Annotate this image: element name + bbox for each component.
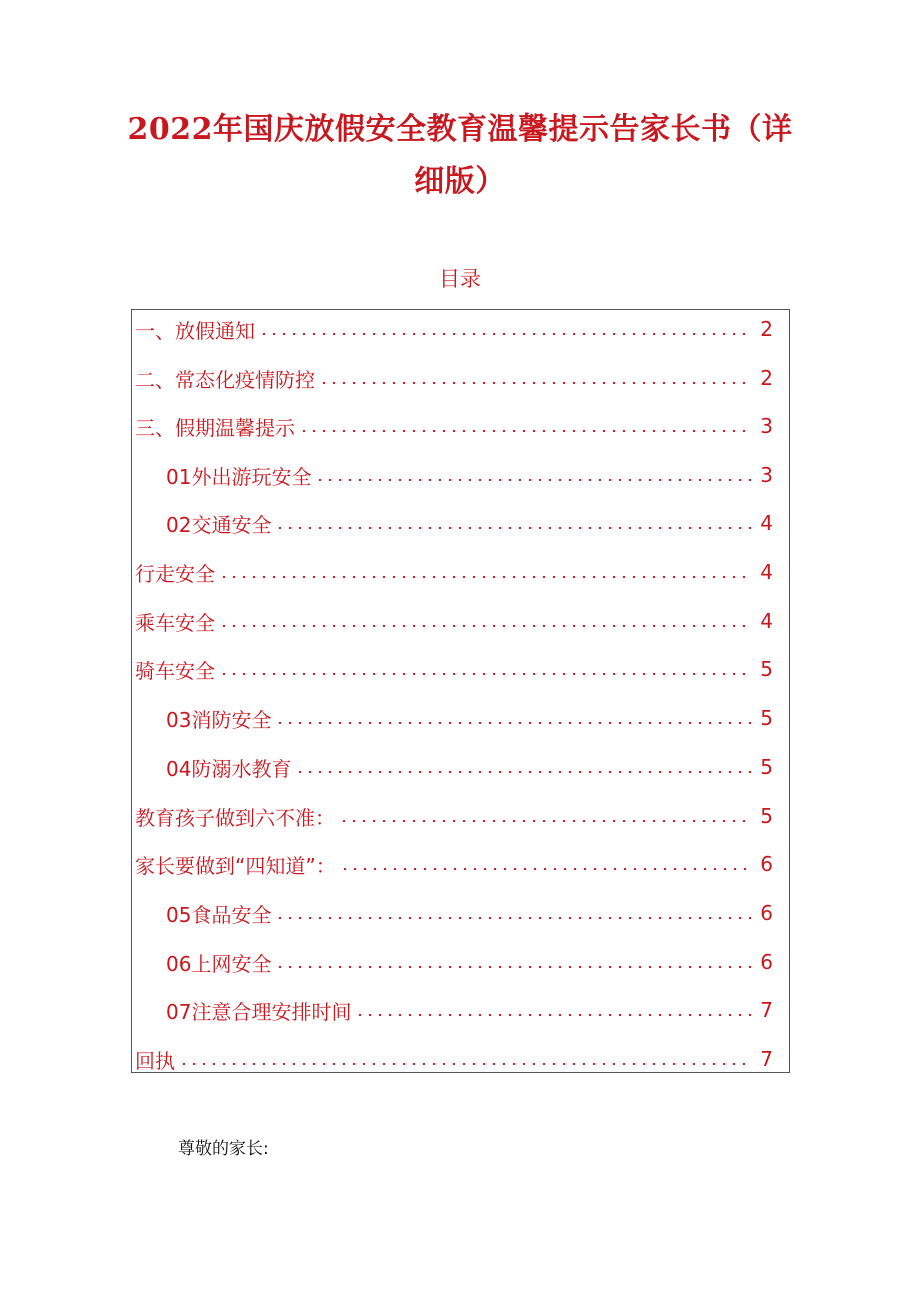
toc-page-number: 2 — [760, 366, 773, 390]
toc-entry-food-safety[interactable] — [166, 898, 773, 928]
toc-entry-holiday-tips[interactable] — [135, 411, 773, 441]
toc-page-number: 6 — [760, 950, 773, 974]
toc-entry-outing-safety[interactable] — [166, 460, 773, 490]
toc-dot-leader — [315, 479, 752, 481]
toc-entry-label: 二、常态化疫情防控 — [135, 367, 315, 392]
toc-entry-cycling-safety[interactable] — [135, 654, 773, 684]
toc-dot-leader — [340, 868, 753, 870]
toc-dot-leader — [275, 722, 752, 724]
toc-entry-riding-vehicle-safety[interactable] — [135, 606, 773, 636]
table-of-contents — [131, 309, 790, 1073]
toc-entry-traffic-safety[interactable] — [166, 508, 773, 538]
toc-dot-leader — [295, 771, 752, 773]
toc-entry-internet-safety[interactable] — [166, 947, 773, 977]
toc-dot-leader — [339, 820, 752, 822]
toc-page-number: 6 — [760, 852, 773, 876]
toc-page-number: 5 — [760, 706, 773, 730]
toc-entry-label: 乘车安全 — [135, 610, 215, 635]
toc-entry-label: 02交通安全 — [166, 512, 272, 537]
toc-dot-leader — [299, 430, 752, 432]
toc-dot-leader — [275, 917, 752, 919]
toc-entry-label: 06上网安全 — [166, 951, 272, 976]
toc-page-number: 5 — [760, 755, 773, 779]
toc-entry-drowning-prevention[interactable] — [166, 752, 773, 782]
toc-dot-leader — [259, 333, 752, 335]
toc-page-number: 3 — [760, 463, 773, 487]
toc-entry-four-knows[interactable] — [135, 849, 773, 879]
toc-entry-receipt[interactable] — [135, 1044, 773, 1074]
toc-dot-leader — [179, 1063, 752, 1065]
toc-heading: 目录 — [439, 267, 481, 291]
toc-page-number: 4 — [760, 560, 773, 584]
toc-entry-label: 教育孩子做到六不准： — [135, 805, 335, 830]
toc-entry-label: 家长要做到“四知道”： — [135, 853, 336, 878]
toc-entry-fire-safety[interactable] — [166, 703, 773, 733]
toc-entry-label: 一、放假通知 — [135, 318, 255, 343]
toc-entry-notice[interactable] — [135, 314, 773, 344]
toc-page-number: 5 — [760, 657, 773, 681]
toc-page-number: 2 — [760, 317, 773, 341]
toc-page-number: 5 — [760, 804, 773, 828]
toc-page-number: 3 — [760, 414, 773, 438]
toc-entry-label: 04防溺水教育 — [166, 756, 292, 781]
toc-dot-leader — [355, 1014, 752, 1016]
toc-page-number: 7 — [760, 998, 773, 1022]
toc-page-number: 7 — [760, 1047, 773, 1071]
toc-entry-label: 行走安全 — [135, 561, 215, 586]
toc-dot-leader — [319, 382, 752, 384]
toc-page-number: 6 — [760, 901, 773, 925]
toc-dot-leader — [219, 576, 752, 578]
toc-entry-six-prohibitions[interactable] — [135, 801, 773, 831]
toc-entry-walking-safety[interactable] — [135, 557, 773, 587]
toc-entry-label: 07注意合理安排时间 — [166, 999, 352, 1024]
toc-entry-label: 三、假期温馨提示 — [135, 415, 295, 440]
toc-entry-label: 03消防安全 — [166, 707, 272, 732]
toc-page-number: 4 — [760, 609, 773, 633]
toc-entry-label: 01外出游玩安全 — [166, 464, 312, 489]
toc-dot-leader — [219, 625, 752, 627]
toc-entry-label: 骑车安全 — [135, 658, 215, 683]
toc-dot-leader — [275, 527, 752, 529]
document-title: 2022年国庆放假安全教育温馨提示告家长书（详细版） — [127, 112, 793, 199]
toc-entry-time-arrangement[interactable] — [166, 995, 773, 1025]
toc-entry-label: 05食品安全 — [166, 902, 272, 927]
toc-dot-leader — [275, 966, 752, 968]
toc-entry-label: 回执 — [135, 1048, 175, 1073]
toc-entry-epidemic-control[interactable] — [135, 363, 773, 393]
toc-page-number: 4 — [760, 511, 773, 535]
salutation: 尊敬的家长: — [178, 1139, 269, 1159]
toc-dot-leader — [219, 673, 752, 675]
